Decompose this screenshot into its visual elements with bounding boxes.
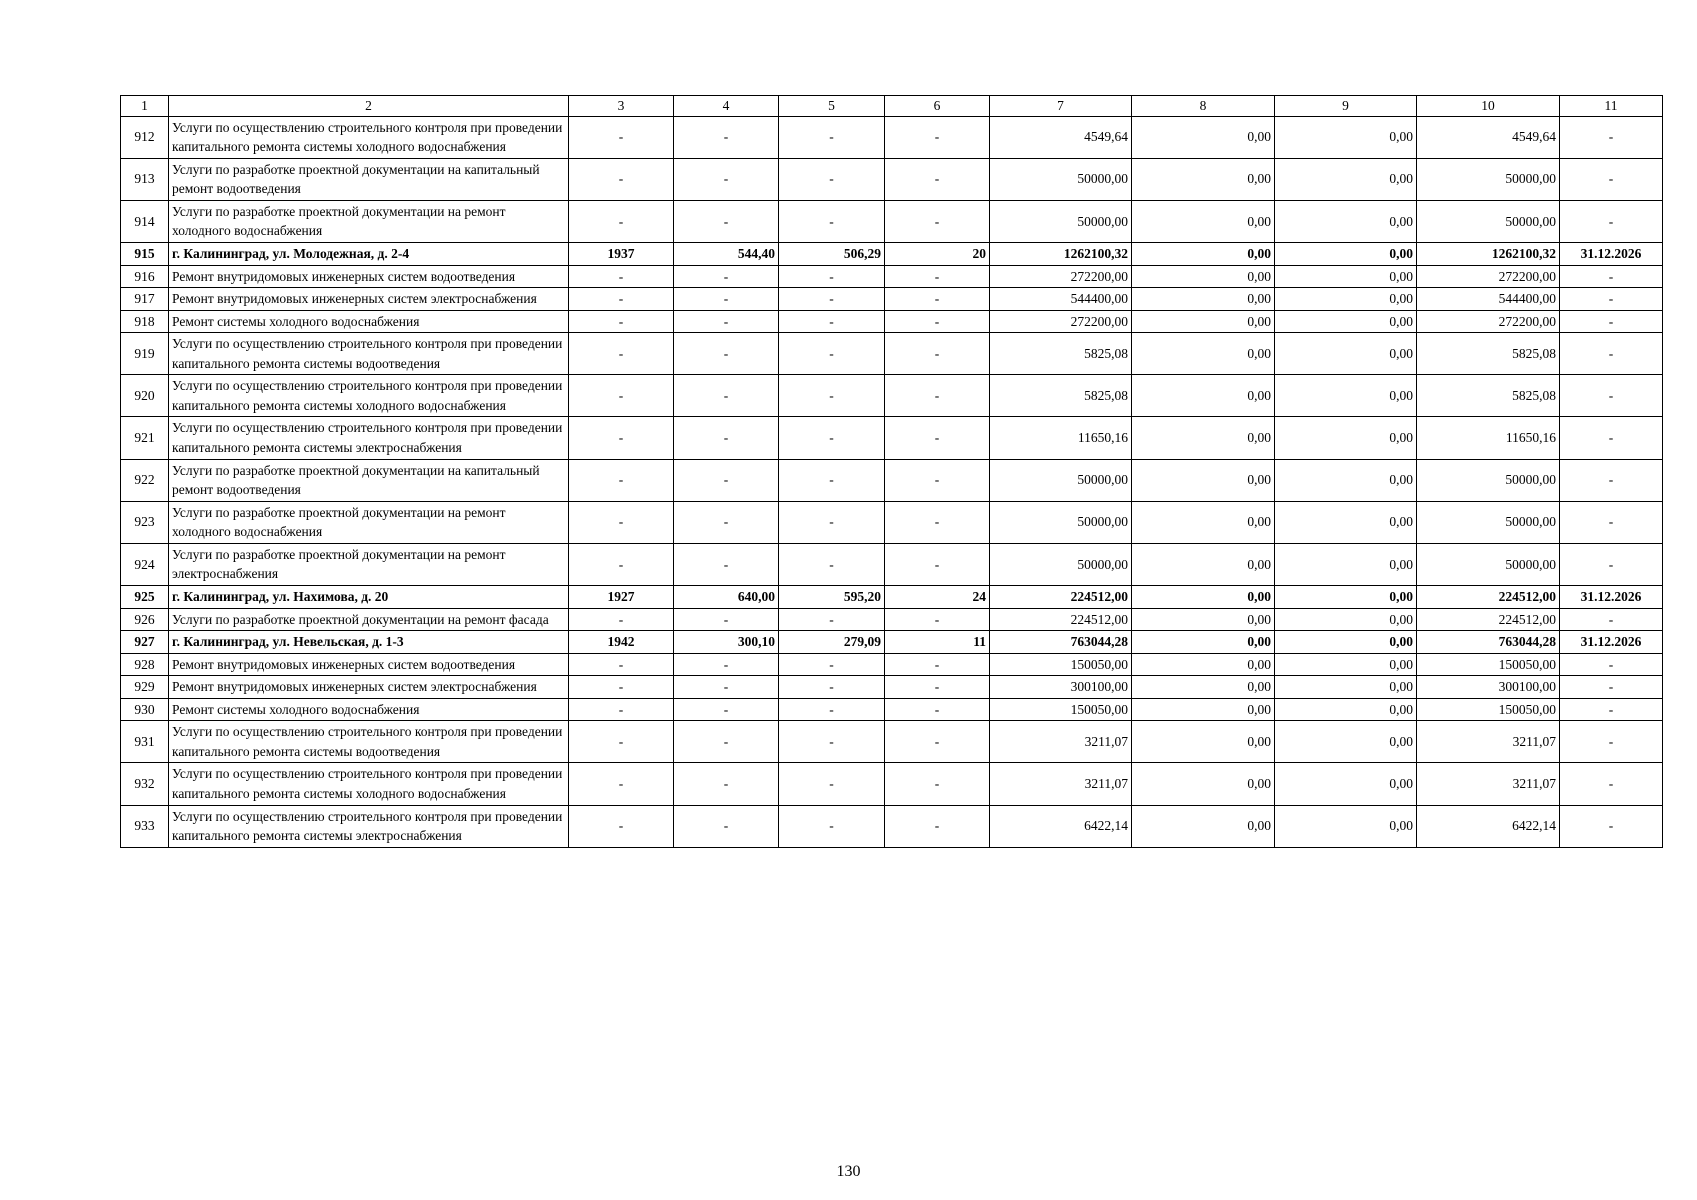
completion-date: -: [1560, 763, 1663, 805]
row-number: 924: [121, 543, 169, 585]
total-cost: 50000,00: [990, 543, 1132, 585]
table-row: [121, 375, 1663, 417]
cost-col-8: 0,00: [1132, 288, 1275, 311]
item-description: Услуги по разработке проектной документации на ремонт фасада: [169, 608, 569, 631]
residential-area: -: [779, 158, 885, 200]
year-built: -: [569, 265, 674, 288]
residential-area: -: [779, 288, 885, 311]
table-row: [121, 310, 1663, 333]
cost-col-8: 0,00: [1132, 608, 1275, 631]
total-area: -: [674, 676, 779, 699]
table-row: [121, 721, 1663, 763]
residents-count: -: [885, 698, 990, 721]
year-built: -: [569, 310, 674, 333]
column-header: 2: [169, 96, 569, 117]
cost-col-10: 224512,00: [1417, 585, 1560, 608]
total-cost: 4549,64: [990, 116, 1132, 158]
cost-col-8: 0,00: [1132, 310, 1275, 333]
row-number: 932: [121, 763, 169, 805]
cost-col-8: 0,00: [1132, 653, 1275, 676]
cost-col-8: 0,00: [1132, 676, 1275, 699]
cost-col-8: 0,00: [1132, 631, 1275, 654]
cost-col-8: 0,00: [1132, 116, 1275, 158]
total-area: -: [674, 805, 779, 847]
year-built: -: [569, 375, 674, 417]
column-number-header-row: [121, 96, 1663, 117]
total-area: -: [674, 653, 779, 676]
table-row: [121, 543, 1663, 585]
cost-col-9: 0,00: [1275, 417, 1417, 459]
year-built: -: [569, 805, 674, 847]
cost-col-8: 0,00: [1132, 459, 1275, 501]
column-header: 7: [990, 96, 1132, 117]
cost-col-10: 3211,07: [1417, 721, 1560, 763]
item-description: Услуги по разработке проектной документации на ремонт холодного водоснабжения: [169, 200, 569, 242]
row-number: 927: [121, 631, 169, 654]
residents-count: -: [885, 375, 990, 417]
total-cost: 11650,16: [990, 417, 1132, 459]
completion-date: 31.12.2026: [1560, 631, 1663, 654]
cost-col-9: 0,00: [1275, 631, 1417, 654]
residents-count: -: [885, 310, 990, 333]
residents-count: 20: [885, 242, 990, 265]
total-cost: 50000,00: [990, 200, 1132, 242]
row-number: 921: [121, 417, 169, 459]
row-number: 917: [121, 288, 169, 311]
column-header: 5: [779, 96, 885, 117]
item-description: Ремонт системы холодного водоснабжения: [169, 698, 569, 721]
cost-col-10: 50000,00: [1417, 459, 1560, 501]
total-cost: 50000,00: [990, 459, 1132, 501]
cost-col-9: 0,00: [1275, 676, 1417, 699]
completion-date: -: [1560, 310, 1663, 333]
item-description: Услуги по осуществлению строительного контроля при проведении капитального ремонта системы холодного водоснабжения: [169, 375, 569, 417]
column-header: 11: [1560, 96, 1663, 117]
year-built: -: [569, 116, 674, 158]
year-built: -: [569, 158, 674, 200]
cost-col-9: 0,00: [1275, 585, 1417, 608]
total-cost: 224512,00: [990, 608, 1132, 631]
column-header: 6: [885, 96, 990, 117]
table-row: [121, 676, 1663, 699]
cost-col-10: 224512,00: [1417, 608, 1560, 631]
cost-col-9: 0,00: [1275, 116, 1417, 158]
total-area: -: [674, 543, 779, 585]
completion-date: -: [1560, 375, 1663, 417]
residential-area: 279,09: [779, 631, 885, 654]
cost-col-10: 763044,28: [1417, 631, 1560, 654]
total-area: -: [674, 333, 779, 375]
table-row: [121, 265, 1663, 288]
cost-col-9: 0,00: [1275, 310, 1417, 333]
item-description: Услуги по разработке проектной документации на капитальный ремонт водоотведения: [169, 158, 569, 200]
total-area: 640,00: [674, 585, 779, 608]
item-description: Услуги по осуществлению строительного контроля при проведении капитального ремонта системы холодного водоснабжения: [169, 763, 569, 805]
residential-area: -: [779, 721, 885, 763]
table-row: [121, 459, 1663, 501]
cost-col-10: 50000,00: [1417, 543, 1560, 585]
completion-date: -: [1560, 653, 1663, 676]
row-number: 929: [121, 676, 169, 699]
table-row: [121, 158, 1663, 200]
total-cost: 6422,14: [990, 805, 1132, 847]
completion-date: 31.12.2026: [1560, 585, 1663, 608]
cost-col-9: 0,00: [1275, 805, 1417, 847]
completion-date: -: [1560, 333, 1663, 375]
residential-area: -: [779, 333, 885, 375]
residential-area: -: [779, 459, 885, 501]
row-number: 923: [121, 501, 169, 543]
total-cost: 5825,08: [990, 375, 1132, 417]
item-description: Услуги по осуществлению строительного контроля при проведении капитального ремонта системы холодного водоснабжения: [169, 116, 569, 158]
residents-count: -: [885, 763, 990, 805]
address-row: [121, 585, 1663, 608]
item-description: Ремонт внутридомовых инженерных систем водоотведения: [169, 653, 569, 676]
year-built: -: [569, 676, 674, 699]
residential-area: -: [779, 543, 885, 585]
year-built: -: [569, 459, 674, 501]
cost-col-10: 11650,16: [1417, 417, 1560, 459]
row-number: 922: [121, 459, 169, 501]
cost-col-10: 6422,14: [1417, 805, 1560, 847]
cost-col-9: 0,00: [1275, 698, 1417, 721]
table-row: [121, 763, 1663, 805]
item-description: Услуги по разработке проектной документации на капитальный ремонт водоотведения: [169, 459, 569, 501]
residents-count: 24: [885, 585, 990, 608]
page-number: 130: [836, 1163, 861, 1180]
total-cost: 50000,00: [990, 158, 1132, 200]
completion-date: 31.12.2026: [1560, 242, 1663, 265]
total-area: -: [674, 310, 779, 333]
year-built: -: [569, 608, 674, 631]
table-row: [121, 501, 1663, 543]
cost-col-8: 0,00: [1132, 543, 1275, 585]
completion-date: -: [1560, 501, 1663, 543]
address-row: [121, 631, 1663, 654]
total-cost: 544400,00: [990, 288, 1132, 311]
completion-date: -: [1560, 158, 1663, 200]
total-area: -: [674, 116, 779, 158]
row-number: 933: [121, 805, 169, 847]
item-description: Услуги по осуществлению строительного контроля при проведении капитального ремонта системы водоотведения: [169, 333, 569, 375]
cost-col-10: 1262100,32: [1417, 242, 1560, 265]
total-area: -: [674, 501, 779, 543]
year-built: 1942: [569, 631, 674, 654]
cost-col-9: 0,00: [1275, 288, 1417, 311]
year-built: -: [569, 721, 674, 763]
residents-count: -: [885, 721, 990, 763]
cost-col-10: 50000,00: [1417, 200, 1560, 242]
residents-count: -: [885, 676, 990, 699]
item-description: Услуги по осуществлению строительного контроля при проведении капитального ремонта системы электроснабжения: [169, 805, 569, 847]
cost-col-8: 0,00: [1132, 333, 1275, 375]
residential-area: -: [779, 200, 885, 242]
completion-date: -: [1560, 805, 1663, 847]
cost-col-10: 3211,07: [1417, 763, 1560, 805]
total-area: -: [674, 417, 779, 459]
table-body: [121, 116, 1663, 847]
table-row: [121, 608, 1663, 631]
residential-area: -: [779, 265, 885, 288]
cost-col-9: 0,00: [1275, 501, 1417, 543]
residents-count: -: [885, 333, 990, 375]
residents-count: -: [885, 805, 990, 847]
cost-col-9: 0,00: [1275, 763, 1417, 805]
cost-col-8: 0,00: [1132, 158, 1275, 200]
total-area: 544,40: [674, 242, 779, 265]
cost-col-10: 50000,00: [1417, 501, 1560, 543]
residents-count: -: [885, 288, 990, 311]
column-header: 9: [1275, 96, 1417, 117]
completion-date: -: [1560, 676, 1663, 699]
residents-count: -: [885, 200, 990, 242]
completion-date: -: [1560, 265, 1663, 288]
row-number: 926: [121, 608, 169, 631]
cost-col-10: 300100,00: [1417, 676, 1560, 699]
table-row: [121, 200, 1663, 242]
cost-col-9: 0,00: [1275, 653, 1417, 676]
row-number: 918: [121, 310, 169, 333]
year-built: -: [569, 501, 674, 543]
row-number: 912: [121, 116, 169, 158]
year-built: -: [569, 653, 674, 676]
cost-col-10: 50000,00: [1417, 158, 1560, 200]
table-row: [121, 116, 1663, 158]
total-area: -: [674, 288, 779, 311]
completion-date: -: [1560, 543, 1663, 585]
total-area: -: [674, 375, 779, 417]
cost-col-10: 272200,00: [1417, 310, 1560, 333]
column-header: 4: [674, 96, 779, 117]
cost-col-9: 0,00: [1275, 608, 1417, 631]
column-header: 1: [121, 96, 169, 117]
total-cost: 50000,00: [990, 501, 1132, 543]
cost-col-8: 0,00: [1132, 417, 1275, 459]
residential-area: 595,20: [779, 585, 885, 608]
residential-area: 506,29: [779, 242, 885, 265]
completion-date: -: [1560, 417, 1663, 459]
residential-area: -: [779, 676, 885, 699]
cost-col-10: 4549,64: [1417, 116, 1560, 158]
cost-col-9: 0,00: [1275, 333, 1417, 375]
table-row: [121, 417, 1663, 459]
row-number: 920: [121, 375, 169, 417]
table-row: [121, 805, 1663, 847]
residents-count: -: [885, 653, 990, 676]
total-cost: 5825,08: [990, 333, 1132, 375]
row-number: 915: [121, 242, 169, 265]
total-cost: 300100,00: [990, 676, 1132, 699]
total-cost: 272200,00: [990, 265, 1132, 288]
year-built: -: [569, 288, 674, 311]
table-row: [121, 333, 1663, 375]
row-number: 913: [121, 158, 169, 200]
residents-count: -: [885, 116, 990, 158]
year-built: -: [569, 333, 674, 375]
cost-col-9: 0,00: [1275, 459, 1417, 501]
residential-area: -: [779, 805, 885, 847]
residential-area: -: [779, 375, 885, 417]
cost-col-10: 150050,00: [1417, 653, 1560, 676]
total-area: -: [674, 459, 779, 501]
column-header: 3: [569, 96, 674, 117]
total-cost: 3211,07: [990, 763, 1132, 805]
table-row: [121, 288, 1663, 311]
cost-col-9: 0,00: [1275, 265, 1417, 288]
total-area: -: [674, 265, 779, 288]
residents-count: -: [885, 417, 990, 459]
table-row: [121, 653, 1663, 676]
residential-area: -: [779, 698, 885, 721]
residents-count: 11: [885, 631, 990, 654]
total-area: -: [674, 200, 779, 242]
completion-date: -: [1560, 116, 1663, 158]
residents-count: -: [885, 459, 990, 501]
item-description: Услуги по осуществлению строительного контроля при проведении капитального ремонта системы электроснабжения: [169, 417, 569, 459]
cost-col-8: 0,00: [1132, 721, 1275, 763]
residents-count: -: [885, 265, 990, 288]
total-area: -: [674, 721, 779, 763]
cost-col-9: 0,00: [1275, 721, 1417, 763]
residents-count: -: [885, 608, 990, 631]
cost-col-8: 0,00: [1132, 375, 1275, 417]
cost-col-8: 0,00: [1132, 265, 1275, 288]
cost-col-10: 5825,08: [1417, 333, 1560, 375]
row-number: 914: [121, 200, 169, 242]
year-built: -: [569, 763, 674, 805]
residents-count: -: [885, 158, 990, 200]
total-area: 300,10: [674, 631, 779, 654]
cost-col-10: 5825,08: [1417, 375, 1560, 417]
total-cost: 224512,00: [990, 585, 1132, 608]
total-area: -: [674, 698, 779, 721]
cost-col-9: 0,00: [1275, 242, 1417, 265]
address-row: [121, 242, 1663, 265]
row-number: 925: [121, 585, 169, 608]
year-built: -: [569, 543, 674, 585]
total-cost: 763044,28: [990, 631, 1132, 654]
item-description: Услуги по осуществлению строительного контроля при проведении капитального ремонта системы водоотведения: [169, 721, 569, 763]
cost-col-9: 0,00: [1275, 543, 1417, 585]
total-cost: 3211,07: [990, 721, 1132, 763]
cost-col-8: 0,00: [1132, 763, 1275, 805]
residential-area: -: [779, 653, 885, 676]
row-number: 931: [121, 721, 169, 763]
cost-col-10: 544400,00: [1417, 288, 1560, 311]
row-number: 930: [121, 698, 169, 721]
total-area: -: [674, 763, 779, 805]
residents-count: -: [885, 501, 990, 543]
cost-col-9: 0,00: [1275, 375, 1417, 417]
item-description: Ремонт системы холодного водоснабжения: [169, 310, 569, 333]
cost-col-8: 0,00: [1132, 242, 1275, 265]
residential-area: -: [779, 116, 885, 158]
table-row: [121, 698, 1663, 721]
repair-program-table: [120, 95, 1663, 848]
cost-col-9: 0,00: [1275, 200, 1417, 242]
item-description: Услуги по разработке проектной документации на ремонт электроснабжения: [169, 543, 569, 585]
item-description: Ремонт внутридомовых инженерных систем водоотведения: [169, 265, 569, 288]
completion-date: -: [1560, 200, 1663, 242]
completion-date: -: [1560, 459, 1663, 501]
residential-area: -: [779, 310, 885, 333]
column-header: 10: [1417, 96, 1560, 117]
year-built: -: [569, 417, 674, 459]
total-cost: 150050,00: [990, 653, 1132, 676]
cost-col-8: 0,00: [1132, 200, 1275, 242]
cost-col-8: 0,00: [1132, 805, 1275, 847]
cost-col-8: 0,00: [1132, 501, 1275, 543]
completion-date: -: [1560, 698, 1663, 721]
residential-area: -: [779, 608, 885, 631]
item-description: Услуги по разработке проектной документации на ремонт холодного водоснабжения: [169, 501, 569, 543]
completion-date: -: [1560, 721, 1663, 763]
completion-date: -: [1560, 288, 1663, 311]
cost-col-8: 0,00: [1132, 698, 1275, 721]
total-area: -: [674, 608, 779, 631]
total-cost: 272200,00: [990, 310, 1132, 333]
residents-count: -: [885, 543, 990, 585]
completion-date: -: [1560, 608, 1663, 631]
residential-area: -: [779, 501, 885, 543]
total-area: -: [674, 158, 779, 200]
year-built: 1927: [569, 585, 674, 608]
cost-col-8: 0,00: [1132, 585, 1275, 608]
year-built: 1937: [569, 242, 674, 265]
row-number: 919: [121, 333, 169, 375]
total-cost: 150050,00: [990, 698, 1132, 721]
column-header: 8: [1132, 96, 1275, 117]
residential-area: -: [779, 417, 885, 459]
residential-area: -: [779, 763, 885, 805]
cost-col-10: 272200,00: [1417, 265, 1560, 288]
item-description: г. Калининград, ул. Невельская, д. 1-3: [169, 631, 569, 654]
year-built: -: [569, 200, 674, 242]
row-number: 916: [121, 265, 169, 288]
cost-col-9: 0,00: [1275, 158, 1417, 200]
row-number: 928: [121, 653, 169, 676]
item-description: Ремонт внутридомовых инженерных систем электроснабжения: [169, 676, 569, 699]
year-built: -: [569, 698, 674, 721]
cost-col-10: 150050,00: [1417, 698, 1560, 721]
item-description: г. Калининград, ул. Нахимова, д. 20: [169, 585, 569, 608]
item-description: г. Калининград, ул. Молодежная, д. 2-4: [169, 242, 569, 265]
item-description: Ремонт внутридомовых инженерных систем электроснабжения: [169, 288, 569, 311]
total-cost: 1262100,32: [990, 242, 1132, 265]
